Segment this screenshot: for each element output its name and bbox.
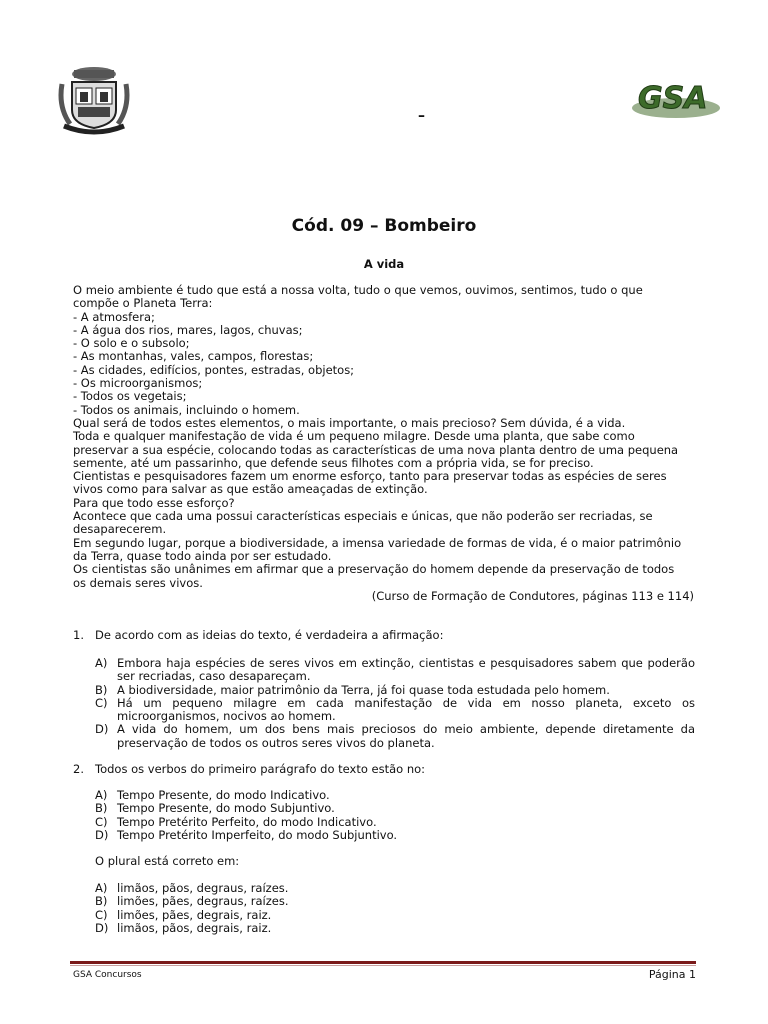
- text-line: os demais seres vivos.: [73, 575, 203, 590]
- text-line: Em segundo lugar, porque a biodiversidade, a imensa variedade de formas de vida, é o maior patrimônio: [73, 535, 682, 550]
- text-line: compõe o Planeta Terra:: [73, 296, 213, 311]
- option-text: limãos, pãos, degrais, raiz.: [117, 920, 272, 935]
- header-dash: –: [418, 108, 425, 124]
- text-line: preservar a sua espécie, colocando todas as características de uma nova planta dentro de uma pequena: [73, 442, 679, 457]
- text-line: O meio ambiente é tudo que está a nossa volta, tudo o que vemos, ouvimos, sentimos, tudo o que: [73, 283, 643, 297]
- text-line: - A atmosfera;: [73, 309, 155, 324]
- text-line: Os cientistas são unânimes em afirmar que a preservação do homem depende da preservação de todos: [73, 562, 675, 577]
- option-letter: D): [95, 827, 109, 842]
- option-d[interactable]: [95, 723, 695, 750]
- text-line: semente, até um passarinho, que defende seus filhotes com a própria vida, se for preciso.: [73, 455, 594, 470]
- option-text: Tempo Pretérito Imperfeito, do modo Subjuntivo.: [117, 827, 398, 842]
- question-stem: De acordo com as ideias do texto, é verdadeira a afirmação:: [95, 628, 444, 642]
- text-line: - Todos os vegetais;: [73, 389, 187, 404]
- option-text: A biodiversidade, maior patrimônio da Terra, já foi quase toda estudada pelo homem.: [117, 682, 610, 697]
- option-c[interactable]: [95, 816, 695, 829]
- option-letter: C): [95, 695, 108, 710]
- option-b[interactable]: [95, 684, 695, 697]
- option-d[interactable]: [95, 829, 695, 842]
- page-title: Cód. 09 – Bombeiro: [291, 216, 477, 236]
- options-list: [95, 657, 695, 750]
- option-text: limãos, pãos, degraus, raízes.: [117, 881, 289, 895]
- options-list-2: [95, 882, 695, 935]
- gsa-logo: [630, 70, 722, 120]
- option-text: limões, pães, degraus, raízes.: [117, 894, 289, 909]
- option-letter: A): [95, 881, 108, 895]
- question-stem: Todos os verbos do primeiro parágrafo do texto estão no:: [95, 762, 426, 776]
- option-text: Tempo Presente, do modo Indicativo.: [117, 788, 330, 802]
- option-letter: B): [95, 894, 108, 909]
- option-c[interactable]: [95, 909, 695, 922]
- option-text: Tempo Presente, do modo Subjuntivo.: [117, 801, 335, 816]
- gsa-logo-text: GSA: [638, 81, 708, 116]
- question-number: 2.: [73, 762, 84, 776]
- option-d[interactable]: [95, 922, 695, 935]
- text-line: Acontece que cada uma possui características especiais e únicas, que não poderão ser recriadas, se: [73, 509, 653, 524]
- text-title: A vida: [363, 257, 405, 271]
- option-letter: C): [95, 907, 108, 922]
- option-letter: D): [95, 920, 109, 935]
- text-line: desaparecerem.: [73, 522, 167, 537]
- option-c[interactable]: [95, 697, 695, 724]
- option-b[interactable]: [95, 895, 695, 908]
- option-letter: B): [95, 801, 108, 816]
- option-a[interactable]: [95, 657, 695, 684]
- text-line: vivos como para salvar as que estão ameaçadas de extinção.: [73, 482, 428, 497]
- text-line: Qual será de todos estes elementos, o mais importante, o mais precioso? Sem dúvida, é a vida.: [73, 415, 626, 430]
- option-text: Tempo Pretérito Perfeito, do modo Indicativo.: [117, 814, 377, 829]
- text-line: - Todos os animais, incluindo o homem.: [73, 402, 300, 417]
- text-line: - A água dos rios, mares, lagos, chuvas;: [73, 322, 303, 337]
- option-text: A vida do homem, um dos bens mais preciosos do meio ambiente, depende diretamente da preservação de todos os outros seres vivos do planeta.: [117, 722, 695, 750]
- option-letter: A): [95, 656, 108, 670]
- option-text: Embora haja espécies de seres vivos em extinção, cientistas e pesquisadores sabem que poderão ser recriadas, caso desapareçam.: [117, 656, 695, 684]
- page-number: Página 1: [648, 968, 696, 981]
- option-letter: A): [95, 788, 108, 802]
- municipal-seal-icon: [56, 62, 132, 138]
- question-number: 1.: [73, 628, 84, 642]
- footer-publisher: GSA Concursos: [73, 970, 142, 980]
- text-line: Toda e qualquer manifestação de vida é um pequeno milagre. Desde uma planta, que sabe como: [73, 429, 635, 444]
- option-b[interactable]: [95, 802, 695, 815]
- option-a[interactable]: [95, 789, 695, 802]
- option-letter: B): [95, 682, 108, 697]
- reading-text: [73, 284, 698, 603]
- text-source: (Curso de Formação de Condutores, páginas 113 e 114): [371, 588, 694, 603]
- option-letter: C): [95, 814, 108, 829]
- options-list: [95, 789, 695, 842]
- option-text: Há um pequeno milagre em cada manifestação de vida em nosso planeta, exceto os microorganismos, nocivos ao homem.: [117, 695, 695, 724]
- question-stem-2: O plural está correto em:: [95, 854, 240, 868]
- text-line: da Terra, quase todo ainda por ser estudado.: [73, 548, 332, 563]
- text-line: Cientistas e pesquisadores fazem um enorme esforço, tanto para preservar todas as espécies de seres: [73, 469, 667, 484]
- footer-rule: [70, 961, 696, 964]
- text-line: Para que todo esse esforço?: [73, 495, 235, 510]
- text-line: - As montanhas, vales, campos, florestas;: [73, 349, 314, 364]
- text-line: - Os microorganismos;: [73, 376, 203, 391]
- question-1: [73, 629, 698, 754]
- option-letter: D): [95, 722, 109, 737]
- text-line: - O solo e o subsolo;: [73, 336, 190, 351]
- option-a[interactable]: [95, 882, 695, 895]
- question-2: [73, 763, 698, 943]
- footer-rule-thin: [70, 965, 696, 966]
- text-line: - As cidades, edifícios, pontes, estradas, objetos;: [73, 362, 355, 377]
- option-text: limões, pães, degrais, raiz.: [117, 907, 272, 922]
